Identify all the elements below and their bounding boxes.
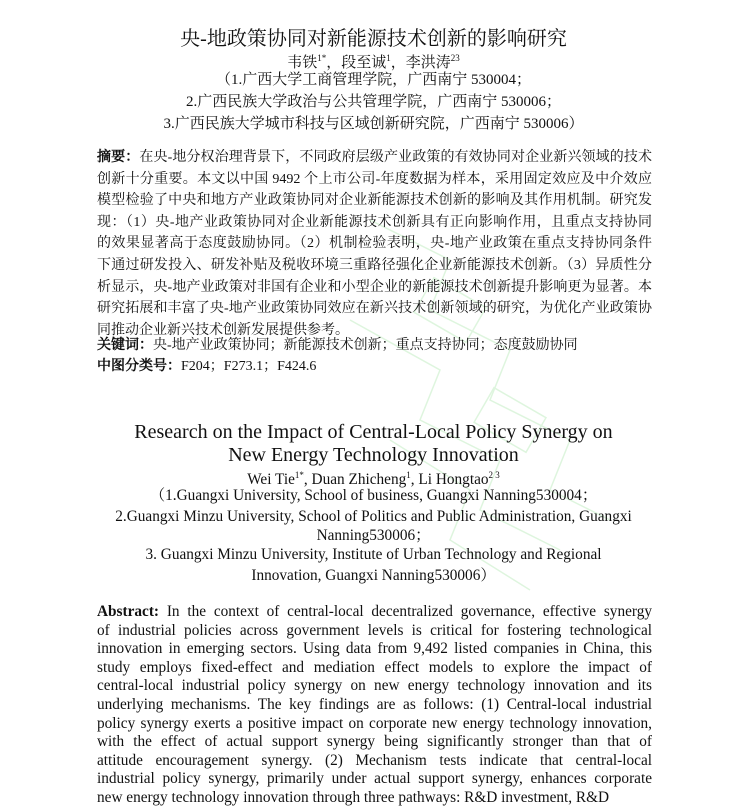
zh-title: 央-地政策协同对新能源技术创新的影响研究 <box>180 28 567 50</box>
en-affiliation: 3. Guangxi Minzu University, Institute of Urban Technology and Regional <box>145 546 602 563</box>
author-sup: 1* <box>317 53 327 63</box>
abstract-line <box>97 659 652 676</box>
keywords-text: 央-地产业政策协同；新能源技术创新；重点支持协同；态度鼓励协同 <box>153 338 578 353</box>
abstract-text: of industrial policies across government levels is critical for fostering technological <box>97 621 652 639</box>
en-title-line: Research on the Impact of Central-Local Policy Synergy on <box>134 421 613 443</box>
abstract-text: policy synergy exerts a positive impact on corporate new energy technology innovation, <box>97 714 652 732</box>
abstract-text: 研究拓展和丰富了央-地产业政策协同效应在新兴技术创新领域的研究，为优化产业政策协 <box>97 301 652 317</box>
abstract-text: study employs fixed-effect and mediation effect models to explore the impact of <box>97 658 652 676</box>
abstract-label: Abstract: <box>97 603 160 620</box>
abstract-text: with the effect of actual support synergy being significantly stronger than that of <box>97 733 652 751</box>
author-name: 韦铁 <box>287 55 318 71</box>
abstract-line <box>97 193 652 209</box>
keywords-label: 关键词： <box>97 338 153 353</box>
abstract-text: 创新十分重要。本文以中国 9492 个上市公司-年度数据为样本，采用固定效应及中介效应 <box>97 171 652 187</box>
author-name: Li Hongtao <box>418 471 489 489</box>
abstract-line <box>97 715 652 732</box>
abstract-text: industrial policy synergy, primarily under actual support synergy, enhances corporate <box>97 770 652 788</box>
zh-keywords <box>97 338 652 354</box>
en-affiliation: （1.Guangxi University, School of business, Guangxi Nanning530004； <box>149 487 598 504</box>
zh-affiliation: （1.广西大学工商管理学院，广西南宁 530004； <box>215 72 531 88</box>
abstract-line <box>97 752 652 769</box>
zh-affiliation: 2.广西民族大学政治与公共管理学院，广西南宁 530006； <box>185 94 561 110</box>
abstract-line <box>97 236 652 252</box>
abstract-line <box>97 640 652 657</box>
abstract-line <box>97 323 652 339</box>
abstract-line <box>97 789 652 806</box>
author-sup: 23 <box>450 53 460 63</box>
abstract-text: 同推动企业新兴技术创新发展提供参考。 <box>97 322 349 338</box>
author-sup: 1 <box>386 53 391 63</box>
author-name: Duan Zhicheng <box>311 471 407 489</box>
author-name: 段至诚 <box>341 55 387 71</box>
abstract-text: new energy technology innovation through three pathways: R&D investment, R&D <box>97 789 610 806</box>
en-title-line: New Energy Technology Innovation <box>228 444 519 466</box>
abstract-line <box>97 770 652 787</box>
abstract-line <box>97 696 652 713</box>
abstract-text: central-local industrial policy synergy on new energy technology innovation and its <box>97 677 652 695</box>
abstract-label: 摘要： <box>97 150 140 165</box>
abstract-line <box>97 172 652 188</box>
clc-text: F204；F273.1；F424.6 <box>181 359 317 374</box>
zh-clc <box>97 359 652 375</box>
clc-label: 中图分类号： <box>97 359 181 374</box>
abstract-text: 析显示，央-地产业政策对非国有企业和小型企业的新能源技术创新提升影响更为显著。本 <box>97 279 652 295</box>
author-name: Wei Tie <box>247 471 295 489</box>
abstract-text: 下通过研发投入、研发补贴及税收环境三重路径强化企业新能源技术创新。（3）异质性分 <box>97 258 652 273</box>
abstract-line <box>97 215 652 231</box>
abstract-line <box>97 301 652 317</box>
abstract-line <box>97 150 652 166</box>
en-affiliation: Innovation, Guangxi Nanning530006） <box>251 567 496 584</box>
author-name: 李洪涛 <box>405 55 451 71</box>
abstract-text: underlying mechanisms. The key findings are as follows: (1) Central-local industrial <box>97 696 652 713</box>
author-sup: 2 3 <box>488 470 500 480</box>
abstract-text: innovation in emerging sectors. Using data from 9,492 listed companies in China, this <box>97 640 652 658</box>
zh-authors: 韦铁$^{1*}$，段至诚$^1$，李洪涛$^{23}$ <box>287 53 460 71</box>
author-sup: 1 <box>406 470 411 480</box>
abstract-text: 在央-地分权治理背景下，不同政府层级产业政策的有效协同对企业新兴领域的技术 <box>139 150 652 165</box>
abstract-text: attitude encouragement synergy. (2) Mechanism tests indicate that central-local <box>97 751 652 769</box>
abstract-line <box>97 677 652 694</box>
abstract-line <box>97 622 652 639</box>
abstract-line <box>97 603 652 620</box>
abstract-text: 的效果显著高于态度鼓励协同。（2）机制检验表明，央-地产业政策在重点支持协同条件 <box>97 236 652 252</box>
abstract-text: 现：（1）央-地产业政策协同对企业新能源技术创新具有正向影响作用，且重点支持协同 <box>97 214 652 230</box>
zh-affiliation: 3.广西民族大学城市科技与区域创新研究院，广西南宁 530006） <box>163 116 584 132</box>
abstract-line <box>97 258 652 274</box>
en-authors: Wei Tie$^{1*}$, Duan Zhicheng$^1$, Li Hongtao$^{2 3}$ <box>247 470 500 489</box>
abstract-text: 模型检验了中央和地方产业政策协同对企业新能源技术创新的影响及其作用机制。研究发 <box>97 193 652 209</box>
abstract-line <box>97 733 652 750</box>
abstract-line <box>97 280 652 296</box>
author-sup: 1* <box>294 470 304 480</box>
en-affiliation: Nanning530006； <box>316 527 431 544</box>
en-affiliation: 2.Guangxi Minzu University, School of Politics and Public Administration, Guangxi <box>115 508 632 525</box>
abstract-text: In the context of central-local decentralized governance, effective synergy <box>159 603 652 620</box>
